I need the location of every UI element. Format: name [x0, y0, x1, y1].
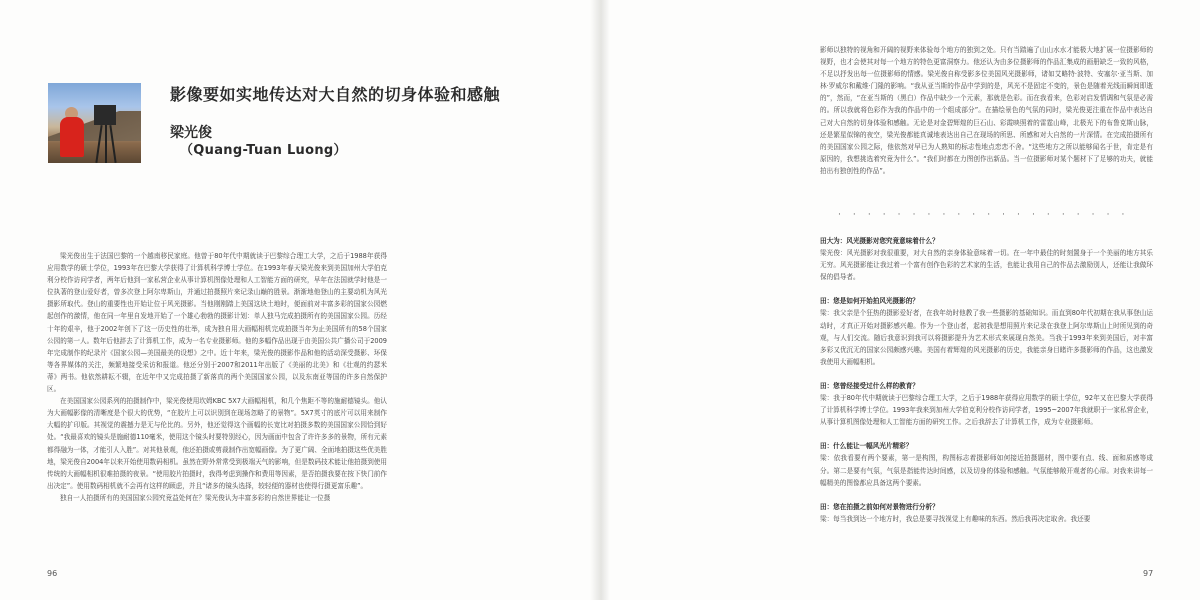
- paragraph: 梁光俊出生于法国巴黎的一个越南移民家庭。他曾于80年代中期就读于巴黎综合理工大学，之后于1988年获得应用数学的硕士学位，1993年在巴黎大学获得了计算机科学博士学位。在1993年春天梁光俊来到美国加州大学伯克利分校作访问学者，两年后他到一家私营企业从事计算机图像处理和人工智能方面的研究，早年在法国就学时他是一位执著的登山爱好者，曾多次登上阿尔卑斯山，并通过拍摄照片来记录山巅的胜景。渐渐地他登山的主要动机为风光摄影所取代。登山的重要性也开始让位于风光摄影。当他刚刚踏上美国这块土地时，便面前对丰富多彩的国家公园燃起创作的激情，他在同一年里自发地开始了一个雄心勃勃的摄影计划：单人独马完成拍摄所有的美国国家公园。历经十年的艰辛，他于2002年创下了这一历史性的壮举，成为独自用大画幅相机完成拍摄当年为止美国所有的58个国家公园的第一人。数年后他辞去了计算机工作，成为一名专业摄影师。他的多幅作品出现于由美国公共广播公司于2009年完成制作的纪录片《国家公园—美国最美的设想》之中。近十年来，梁光俊的摄影作品和他的活动深受摄影、环保等各界媒体的关注，频繁地接受采访和报道。他还分别于2007和2011年出版了《美丽的北美》和《壮观的约瑟米蒂》两书。他依然耕耘不辍，在近年中又完成拍摄了新落真的两个美国国家公园，以及东南亚等国的许多自然保护区。: [47, 252, 387, 394]
- question: 田：什么能让一幅风光片精彩？: [820, 442, 913, 451]
- answer: 梁：我父亲是个狂热的摄影爱好者，在我年幼时他教了我一些摄影的基础知识。而直到80年代初期在我从事登山运动时，才真正开始对摄影感兴趣。作为一个登山者，起初我是想用照片来记录在我登上阿尔卑斯山上时所见到的奇观，与人们交流。随后我意识到我可以将摄影提升为艺术形式来展现自然美。当我于1993年来到美国后，对丰富多彩又优沉无的国家公园颇感兴趣。美国有着辉煌的风光摄影的历史，我能亲身目睹许多摄影师的作品，这也激发我使用大画幅相机。: [820, 309, 1153, 366]
- page-number-right: 97: [1143, 569, 1154, 578]
- question: 田大为：风光摄影对您究竟意味着什么？: [820, 237, 939, 245]
- page-number-left: 96: [47, 569, 58, 578]
- left-body-text: [47, 250, 387, 504]
- question: 田：您曾经接受过什么样的教育？: [820, 381, 919, 390]
- article-title: 影像要如实地传达对大自然的切身体验和感触: [170, 85, 501, 104]
- answer: 梁：我于80年代中期就读于巴黎综合理工大学，之后于1988年获得应用数学的硕士学位，92年又在巴黎大学获得了计算机科学博士学位。1993年我来到加州大学伯克利分校作访问学者，1995~2007年我就职于一家私营企业，从事计算机图像处理和人工智能方面的研究工作。之后我辞去了计算机工作，成为专业摄影师。: [820, 394, 1153, 427]
- interview-qa: [820, 235, 1153, 537]
- section-separator: · · · · · · · · · · · · · · · · · · · ·: [838, 210, 1129, 220]
- answer: 梁：每当我到达一个地方时，我总是要寻找视觉上有趣味的东西。然后我再决定取舍。我还要: [820, 514, 1091, 523]
- question: 田：您是如何开始拍风光摄影的？: [820, 297, 919, 306]
- paragraph: 独自一人拍摄所有的美国国家公园究竟益处何在？梁光俊认为丰富多彩的自然世界能让一位摄: [60, 493, 331, 502]
- right-body-text: [820, 44, 1153, 177]
- author-name-english: （Quang-Tuan Luong）: [180, 143, 347, 158]
- paragraph: 在美国国家公园系列的拍摄制作中，梁光俊使用坎姆KBC 5X7大画幅相机，和几个焦距不等的施耐德镜头。他认为大画幅影像的清晰度是个很大的优势，“在胶片上可以识别到在现场忽略了的景物”。5X7英寸的底片可以用来制作大幅的扩印版。其视觉的震撼力是无与伦比的。另外，他还觉得这个画幅的长宽比对拍摄多数的美国国家公园恰到好处。“我最喜欢的镜头是施耐德110毫米，使用这个镜头时要特别经心，因为画面中包含了许许多多的景物，所有元素都得融为一体，才能引人入胜”。对其他景观，他还拍摄或剪裁制作出宽幅画像。为了更广阔、全面地拍摄这些优美胜地，梁光俊自2004年以来开始使用数码相机。虽然在野外常常受到极端天气的影响，但是数码技术能让他拍摄到使用传统的大画幅相机很难拍摄的夜景。“使用胶片拍摄时，我得考虑到操作和费用等因素，是否拍摄我要在按下快门前作出决定”。使用数码相机就不会再有这样的顾虑，并且“诸多的镜头选择，较轻便的器材也使得行摄更富乐趣”。: [47, 397, 387, 490]
- question: 田：您在拍摄之前如何对景物进行分析？: [820, 502, 939, 511]
- answer: 梁光俊：风光摄影对我很重要，对大自然的亲身体验意味着一切。在一年中最佳的时刻置身于一个美丽的地方其乐无穷。风光摄影能让我过着一个富有创作色彩的艺术家的生活，也能让我用自己的作品去激励别人，还能让我做环保的倡导者。: [820, 249, 1153, 282]
- author-photo: [48, 83, 141, 163]
- author-name-chinese: 梁光俊: [170, 125, 212, 141]
- book-gutter: [590, 0, 610, 600]
- answer: 梁：依我看要有两个要素，第一是构图，构图标志着摄影师如何接近拍摄题材，图中要有点、线、面和质感等成分。第二是要有气氛，气氛是指能传达时间感，以及切身的体验和感触。气氛能够敞开观者的心扉。对我来讲每一幅精美的图像都应具备这两个要素。: [820, 454, 1153, 487]
- paragraph: 影师以独特的视角和开阔的视野来体验每个地方的独到之处。只有当踏遍了山山水水才能极大地扩展一位摄影师的视野，也才会使其对每一个地方的特色更富洞察力。他还认为由多位摄影师的作品汇集成的画册缺乏一致的风格，不足以抒发出每一位摄影师的情感。梁光俊自称受影多位美国风光摄影师，诸如艾略特·波特、安塞尔·亚当斯、加林·罗威尔和戴维·门隆的影响。“我从亚当斯的作品中学到的是，风光不是固定不变的，景色是随着光线而瞬间即逝的”，然而，“在亚当斯的（黑白）作品中缺少一个元素，那就是色彩。而在我看来，色彩对启发情调和气氛是必需的。所以我就将色彩作为我的作品中的一个组成部分”。在描绘景色的气氛的同时，梁光俊更注重在作品中表达自己对大自然的切身体验和感触。无论是对金碧辉煌的巨石山、彩霞映照着的雷霆山峰，北极光下的布鲁克斯山脉，还是繁星似锦的夜空，梁光俊都能真诚地表达出自己在现场的所思、所感和对大自然的一片深情。在完成拍摄所有的美国国家公园之际，他依然对早已为人熟知的标志性地点恋恋不舍。“这些地方之所以能够闻名于世，肯定是有原因的，我想挑选着究竟为什么”。“我们时都在力图创作出新品。当一位摄影师对某个题材下了足够的功夫，就能拍出有独创性的作品”。: [820, 46, 1153, 175]
